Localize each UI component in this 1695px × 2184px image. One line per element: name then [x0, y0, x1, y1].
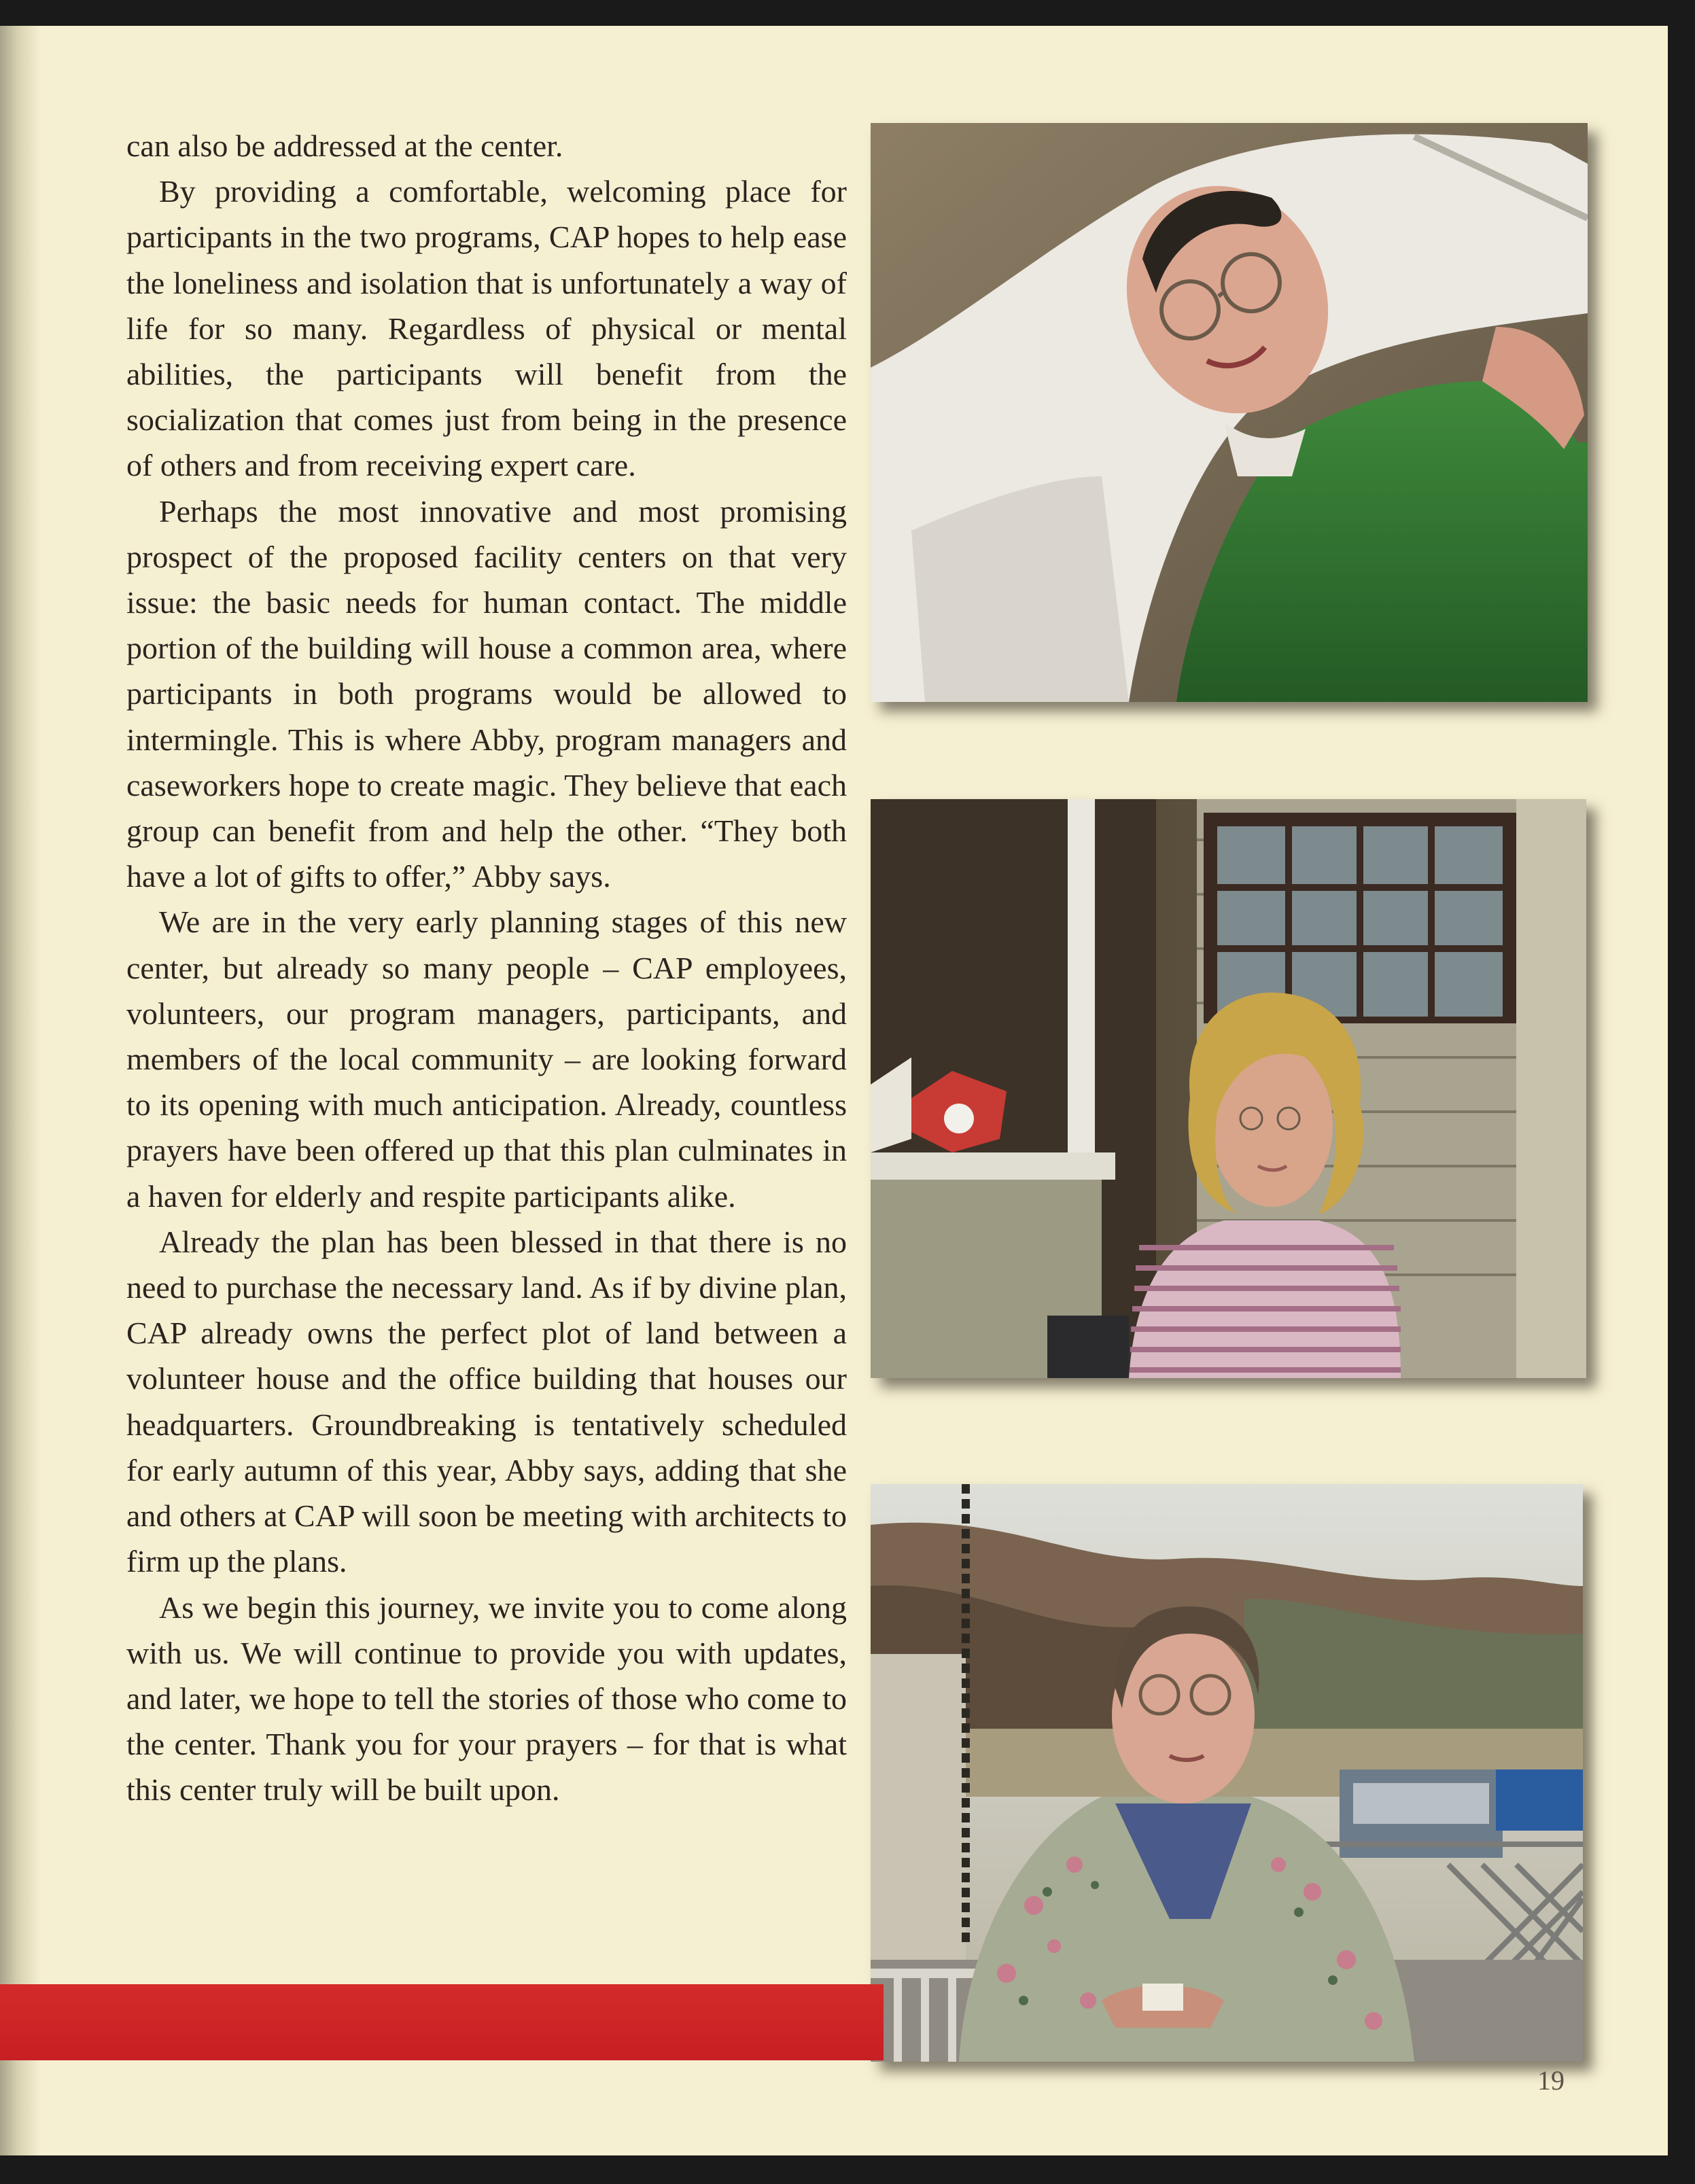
- photo-elderly-woman-on-swing-image: [871, 1484, 1583, 2062]
- page-number: 19: [1537, 2065, 1565, 2096]
- article-paragraph-1: can also be addressed at the center.: [126, 128, 563, 163]
- footer-accent-band: [0, 1984, 884, 2060]
- article-paragraph-4: We are in the very early planning stages of this new center, but already so many people – CAP employees, volunteers, our program managers, participants, and members of the local community – are looking forward to its opening with much anticipation. Already, countless prayers have been offered up that this plan culminates in a haven for elderly and respite participants alike.: [126, 904, 847, 1214]
- photo-elderly-woman-on-swing: [871, 1484, 1583, 2062]
- magazine-page: [0, 26, 1668, 2155]
- photo-woman-on-porch-image: [871, 799, 1586, 1378]
- photo-man-on-pillow-image: [871, 123, 1588, 702]
- article-body: [126, 123, 847, 1813]
- page-binding-shadow: [0, 26, 41, 2155]
- article-paragraph-3: Perhaps the most innovative and most promising prospect of the proposed facility centers on that very issue: the basic needs for human contact. The middle portion of the building will house a common area, where participants in both programs would be allowed to intermingle. This is where Abby, program managers and caseworkers hope to create magic. They believe that each group can benefit from and help the other. “They both have a lot of gifts to offer,” Abby says.: [126, 493, 847, 894]
- article-paragraph-6: As we begin this journey, we invite you to come along with us. We will continue to provide you with updates, and later, we hope to tell the stories of those who come to the center. Thank you for your prayers – for that is what this center truly will be built upon.: [126, 1589, 847, 1808]
- article-paragraph-2: By providing a comfortable, welcoming place for participants in the two programs, CAP hopes to help ease the loneliness and isolation that is unfortunately a way of life for so many. Regardless of physical or mental abilities, the participants will benefit from the socialization that comes just from being in the presence of others and from receiving expert care.: [126, 174, 847, 483]
- article-paragraph-5: Already the plan has been blessed in that there is no need to purchase the necessary land. As if by divine plan, CAP already owns the perfect plot of land between a volunteer house and the office building that houses our headquarters. Groundbreaking is tentatively scheduled for early autumn of this year, Abby says, adding that she and others at CAP will soon be meeting with architects to firm up the plans.: [126, 1224, 847, 1579]
- photo-man-on-pillow: [871, 123, 1588, 702]
- photo-woman-on-porch: [871, 799, 1586, 1378]
